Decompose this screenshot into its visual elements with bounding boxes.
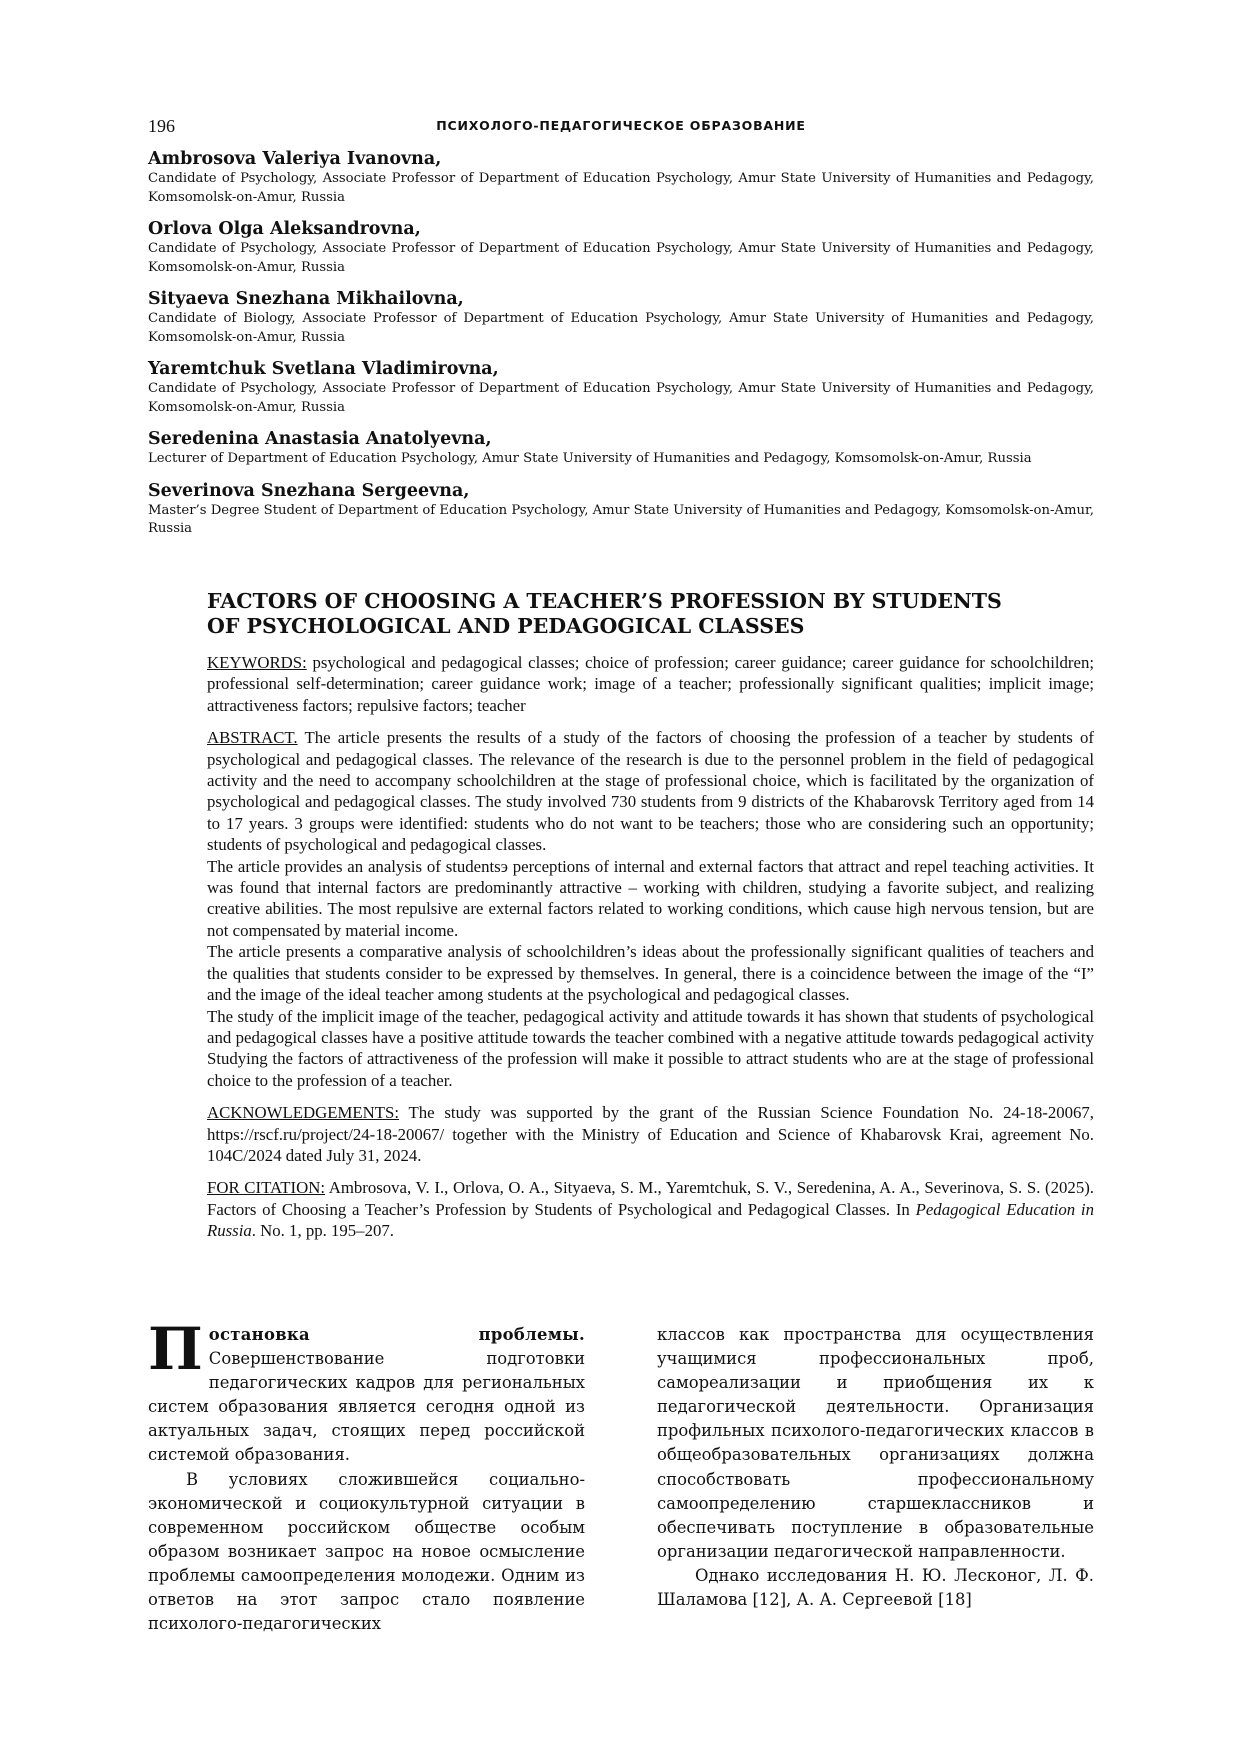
drop-cap: П xyxy=(148,1315,203,1383)
article-title xyxy=(207,589,1094,639)
author-name: Yaremtchuk Svetlana Vladimirovna, xyxy=(148,359,499,379)
acknowledgements-block xyxy=(207,1102,1094,1166)
body-paragraph: Однако исследования Н. Ю. Лесконог, Л. Ф. Шаламова [12], А. А. Сергеевой [18] xyxy=(657,1565,1094,1610)
abstract-paragraph: The article provides an analysis of studentsэ perceptions of internal and external factors that attract and repel teaching activities. It was found that internal factors are predominantly attractive – working with children, studying a favorite subject, and realizing creative abilities. The most repulsive are external factors related to working conditions, which cause high nervous tension, but are not compensated by material income. xyxy=(207,856,1094,940)
citation-block xyxy=(207,1177,1094,1241)
author-entry xyxy=(148,148,1094,207)
abstract-text: The article presents the results of a study of the factors of choosing the profession of a teacher by students of psychological and pedagogical classes. The relevance of the research is due to the personnel problem in the field of pedagogical activity and the need to accompany schoolchildren at the stage of professional choice, which is facilitated by the organization of psychological and pedagogical classes. The study involved 730 students from 9 districts of the Khabarovsk Territory aged from 14 to 17 years. 3 groups were identified: students who do not want to be teachers; those who are considering such an opportunity; students of psychological and pedagogical classes. xyxy=(207,728,1094,855)
author-entry xyxy=(148,480,1094,539)
article-title-line: OF PSYCHOLOGICAL AND PEDAGOGICAL CLASSES xyxy=(207,614,805,638)
abstract-block xyxy=(207,727,1094,1091)
author-affiliation: Candidate of Psychology, Associate Professor of Department of Education Psychology, Amur State University of Humanities and Pedagogy, Komsomolsk-on-Amur, Russia xyxy=(148,171,1094,205)
acknowledgements-text: The study was supported by the grant of the Russian Science Foundation No. 24-18-20067, https://rscf.ru/project/24-18-20067/ together with the Ministry of Education and Science of Khabarovsk Krai, agreement No. 104C/2024 dated July 31, 2024. xyxy=(207,1103,1094,1165)
body-paragraph xyxy=(148,1315,585,1468)
body-paragraph: В условиях сложившейся социально-экономической и социокультурной ситуации в современном российском обществе особым образом возникает запрос на новое осмысление проблемы самоопределения молодежи. Одним из ответов на этот запрос стало появление психолого-педагогических xyxy=(148,1469,585,1634)
author-affiliation: Master’s Degree Student of Department of Education Psychology, Amur State University of Humanities and Pedagogy, Komsomolsk-on-Amur, Russia xyxy=(148,502,1094,536)
citation-label: FOR CITATION: xyxy=(207,1178,325,1198)
page-number: 196 xyxy=(148,116,175,136)
author-affiliation: Candidate of Psychology, Associate Professor of Department of Education Psychology, Amur State University of Humanities and Pedagogy, Komsomolsk-on-Amur, Russia xyxy=(148,381,1094,415)
author-name: Sityaeva Snezhana Mikhailovna, xyxy=(148,289,464,309)
citation-journal: Pedagogical Education in Russia xyxy=(207,1199,1094,1241)
acknowledgements-label: ACKNOWLEDGEMENTS: xyxy=(207,1103,400,1123)
author-list xyxy=(148,148,1094,550)
abstract-label: ABSTRACT. xyxy=(207,728,298,748)
citation-text: Ambrosova, V. I., Orlova, O. A., Sityaeva, S. M., Yaremtchuk, S. V., Seredenina, A. A., Severinova, S. S. (2025). Factors of Choosing a Teacher’s Profession by Students of Psychological and Pedagogical Classes. In xyxy=(207,1178,1094,1219)
keywords-label: KEYWORDS: xyxy=(207,653,307,672)
author-affiliation: Lecturer of Department of Education Psychology, Amur State University of Humanities and Pedagogy, Komsomolsk-on-Amur, Russia xyxy=(148,451,1032,466)
author-name: Severinova Snezhana Sergeevna, xyxy=(148,480,470,501)
keywords-text: psychological and pedagogical classes; choice of profession; career guidance; career guidance for schoolchildren; professional self-determination; career guidance work; image of a teacher; professionally significant qualities; implicit image; attractiveness factors; repulsive factors; teacher xyxy=(207,653,1094,715)
author-entry xyxy=(148,288,1094,347)
citation-tail: . No. 1, pp. 195–207. xyxy=(251,1221,394,1241)
abstract-paragraph: The study of the implicit image of the teacher, pedagogical activity and attitude towards it has shown that students of psychological and pedagogical classes have a positive attitude towards the teacher combined with a negative attitude towards pedagogical activity Studying the factors of attractiveness of the profession will make it possible to attract students who are at the stage of professional choice to the profession of a teacher. xyxy=(207,1006,1094,1090)
body-paragraph: классов как пространства для осуществления учащимися профессиональных проб, самореализации и приобщения их к педагогической деятельности. Организация профильных психолого-педагогических классов в общеобразовательных организациях должна способствовать профессиональному самоопределению старшеклассников и обеспечивать поступление в образовательные организации педагогической направленности. xyxy=(657,1325,1094,1561)
author-affiliation: Candidate of Psychology, Associate Professor of Department of Education Psychology, Amur State University of Humanities and Pedagogy, Komsomolsk-on-Amur, Russia xyxy=(148,241,1094,275)
article-title-line: FACTORS OF CHOOSING A TEACHER’S PROFESSION BY STUDENTS xyxy=(207,589,1002,613)
author-entry xyxy=(148,428,1094,469)
author-entry xyxy=(148,218,1094,277)
author-name: Orlova Olga Aleksandrovna, xyxy=(148,219,421,239)
section-lead: остановка проблемы. xyxy=(208,1325,585,1344)
body-text: Совершенствование подготовки педагогических кадров для региональных систем образования является сегодня одной из актуальных задач, стоящих перед российской системой образования. xyxy=(148,1349,585,1465)
running-header xyxy=(148,116,1094,140)
author-name: Ambrosova Valeriya Ivanovna, xyxy=(148,149,442,169)
body-column-left xyxy=(148,1315,585,1636)
article-front-matter xyxy=(207,589,1094,1253)
author-affiliation: Candidate of Biology, Associate Professor of Department of Education Psychology, Amur State University of Humanities and Pedagogy, Komsomolsk-on-Amur, Russia xyxy=(148,311,1094,345)
author-name: Seredenina Anastasia Anatolyevna, xyxy=(148,429,492,449)
abstract-paragraph: The article presents a comparative analysis of schoolchildren’s ideas about the professionally significant qualities of teachers and the qualities that students consider to be expressed by themselves. In general, there is a coincidence between the image of the “I” and the image of the ideal teacher among students at the psychological and pedagogical classes. xyxy=(207,942,1094,1005)
body-column-right xyxy=(657,1323,1094,1612)
keywords-block xyxy=(207,652,1094,716)
journal-running-title: ПСИХОЛОГО-ПЕДАГОГИЧЕСКОЕ ОБРАЗОВАНИЕ xyxy=(436,118,806,133)
author-entry xyxy=(148,358,1094,417)
abstract-paragraph xyxy=(207,727,1094,855)
